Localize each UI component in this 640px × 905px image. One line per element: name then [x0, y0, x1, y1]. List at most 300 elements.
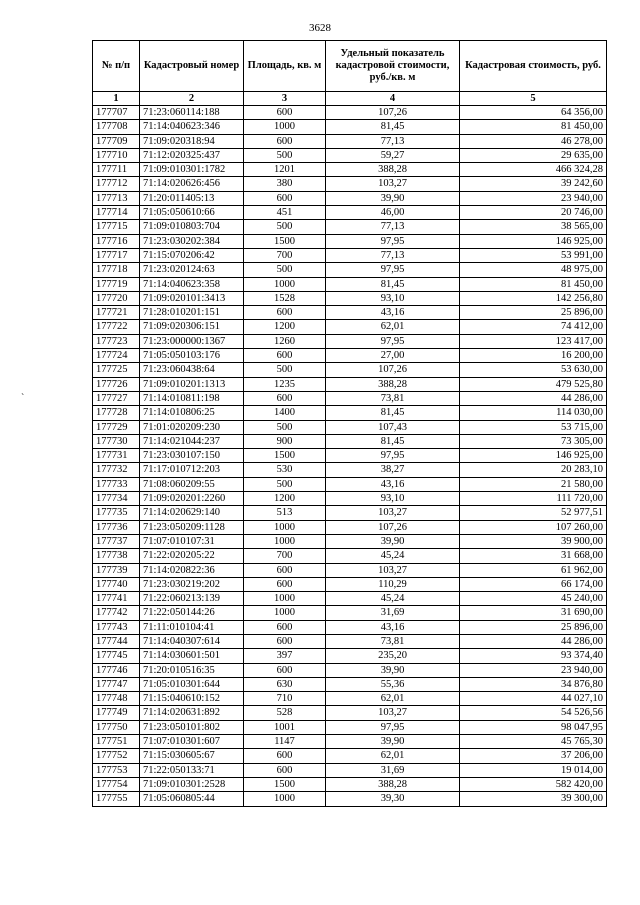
row-number: 177738: [93, 549, 140, 563]
row-number: 177752: [93, 749, 140, 763]
table-row: [93, 620, 607, 634]
cadastral-number: 71:22:050133:71: [140, 763, 244, 777]
area-value: 500: [244, 263, 326, 277]
cadastral-number: 71:23:050101:802: [140, 720, 244, 734]
row-number: 177717: [93, 248, 140, 262]
area-value: 1500: [244, 449, 326, 463]
area-value: 600: [244, 134, 326, 148]
row-number: 177743: [93, 620, 140, 634]
row-number: 177750: [93, 720, 140, 734]
cadastral-number: 71:23:030219:202: [140, 577, 244, 591]
area-value: 1000: [244, 120, 326, 134]
table-row: [93, 391, 607, 405]
table-row: [93, 506, 607, 520]
cadastral-cost-value: 93 374,40: [460, 649, 607, 663]
unit-rate-value: 97,95: [326, 449, 460, 463]
cadastral-number: 71:09:010201:1313: [140, 377, 244, 391]
area-value: 600: [244, 349, 326, 363]
cadastral-number: 71:14:020822:36: [140, 563, 244, 577]
cadastral-number: 71:20:010516:35: [140, 663, 244, 677]
unit-rate-value: 39,30: [326, 792, 460, 806]
cadastral-cost-value: 39 242,60: [460, 177, 607, 191]
cadastral-number: 71:12:020325:437: [140, 148, 244, 162]
table-row: [93, 363, 607, 377]
row-number: 177721: [93, 306, 140, 320]
unit-rate-value: 388,28: [326, 777, 460, 791]
table-row: [93, 263, 607, 277]
cadastral-cost-value: 52 977,51: [460, 506, 607, 520]
row-number: 177754: [93, 777, 140, 791]
row-number: 177718: [93, 263, 140, 277]
table-row: [93, 549, 607, 563]
column-index: 3: [244, 92, 326, 106]
unit-rate-value: 81,45: [326, 120, 460, 134]
row-number: 177714: [93, 206, 140, 220]
unit-rate-value: 62,01: [326, 320, 460, 334]
row-number: 177742: [93, 606, 140, 620]
unit-rate-value: 103,27: [326, 177, 460, 191]
row-number: 177751: [93, 735, 140, 749]
row-number: 177719: [93, 277, 140, 291]
row-number: 177736: [93, 520, 140, 534]
unit-rate-value: 77,13: [326, 248, 460, 262]
row-number: 177744: [93, 634, 140, 648]
area-value: 1235: [244, 377, 326, 391]
column-index: 2: [140, 92, 244, 106]
row-number: 177709: [93, 134, 140, 148]
row-number: 177723: [93, 334, 140, 348]
cadastral-cost-value: 123 417,00: [460, 334, 607, 348]
area-value: 700: [244, 248, 326, 262]
column-index: 4: [326, 92, 460, 106]
cadastral-number: 71:22:050144:26: [140, 606, 244, 620]
cadastral-number: 71:09:020101:3413: [140, 291, 244, 305]
unit-rate-value: 62,01: [326, 749, 460, 763]
cadastral-number: 71:14:020626:456: [140, 177, 244, 191]
area-value: 1000: [244, 606, 326, 620]
area-value: 1500: [244, 777, 326, 791]
row-number: 177724: [93, 349, 140, 363]
cadastral-number: 71:15:040610:152: [140, 692, 244, 706]
row-number: 177713: [93, 191, 140, 205]
unit-rate-value: 39,90: [326, 534, 460, 548]
unit-rate-value: 110,29: [326, 577, 460, 591]
row-number: 177747: [93, 677, 140, 691]
area-value: 600: [244, 634, 326, 648]
unit-rate-value: 62,01: [326, 692, 460, 706]
area-value: 500: [244, 148, 326, 162]
area-value: 1201: [244, 163, 326, 177]
table-row: [93, 649, 607, 663]
cadastral-number: 71:23:000000:1367: [140, 334, 244, 348]
table-row: [93, 463, 607, 477]
cadastral-cost-value: 107 260,00: [460, 520, 607, 534]
area-value: 600: [244, 620, 326, 634]
column-index-row: [93, 92, 607, 106]
table-row: [93, 634, 607, 648]
area-value: 451: [244, 206, 326, 220]
table-row: [93, 248, 607, 262]
cadastral-cost-value: 39 300,00: [460, 792, 607, 806]
area-value: 380: [244, 177, 326, 191]
row-number: 177727: [93, 391, 140, 405]
cadastral-cost-value: 21 580,00: [460, 477, 607, 491]
table-row: [93, 377, 607, 391]
table-body: [93, 106, 607, 807]
cadastral-number: 71:23:030202:384: [140, 234, 244, 248]
cadastral-cost-value: 54 526,56: [460, 706, 607, 720]
unit-rate-value: 43,16: [326, 477, 460, 491]
cadastral-number: 71:14:020629:140: [140, 506, 244, 520]
cadastral-cost-value: 81 450,00: [460, 277, 607, 291]
area-value: 1000: [244, 277, 326, 291]
table-row: [93, 334, 607, 348]
cadastral-cost-value: 53 991,00: [460, 248, 607, 262]
cadastral-cost-value: 25 896,00: [460, 620, 607, 634]
header-area: Площадь, кв. м: [244, 41, 326, 92]
table-row: [93, 492, 607, 506]
cadastral-cost-value: 66 174,00: [460, 577, 607, 591]
unit-rate-value: 388,28: [326, 163, 460, 177]
cadastral-number: 71:14:020631:892: [140, 706, 244, 720]
table-row: [93, 577, 607, 591]
stray-mark: `: [21, 393, 25, 404]
cadastral-number: 71:01:020209:230: [140, 420, 244, 434]
cadastral-cost-value: 479 525,80: [460, 377, 607, 391]
cadastral-cost-value: 53 715,00: [460, 420, 607, 434]
header-number: № п/п: [93, 41, 140, 92]
cadastral-cost-value: 111 720,00: [460, 492, 607, 506]
cadastral-cost-value: 45 765,30: [460, 735, 607, 749]
unit-rate-value: 97,95: [326, 234, 460, 248]
area-value: 500: [244, 420, 326, 434]
cadastral-number: 71:28:010201:151: [140, 306, 244, 320]
cadastral-number: 71:23:060438:64: [140, 363, 244, 377]
area-value: 1500: [244, 234, 326, 248]
unit-rate-value: 107,26: [326, 520, 460, 534]
unit-rate-value: 31,69: [326, 606, 460, 620]
cadastral-number: 71:09:020201:2260: [140, 492, 244, 506]
cadastral-number: 71:05:050103:176: [140, 349, 244, 363]
unit-rate-value: 107,43: [326, 420, 460, 434]
table-row: [93, 220, 607, 234]
table-row: [93, 306, 607, 320]
cadastral-cost-value: 64 356,00: [460, 106, 607, 120]
unit-rate-value: 31,69: [326, 763, 460, 777]
unit-rate-value: 39,90: [326, 663, 460, 677]
unit-rate-value: 81,45: [326, 434, 460, 448]
area-value: 600: [244, 663, 326, 677]
table-row: [93, 449, 607, 463]
area-value: 600: [244, 106, 326, 120]
row-number: 177749: [93, 706, 140, 720]
unit-rate-value: 73,81: [326, 634, 460, 648]
row-number: 177740: [93, 577, 140, 591]
cadastral-cost-value: 114 030,00: [460, 406, 607, 420]
area-value: 710: [244, 692, 326, 706]
cadastral-number: 71:23:030107:150: [140, 449, 244, 463]
cadastral-cost-value: 31 668,00: [460, 549, 607, 563]
unit-rate-value: 77,13: [326, 220, 460, 234]
cadastral-number: 71:05:010301:644: [140, 677, 244, 691]
table-row: [93, 592, 607, 606]
cadastral-cost-value: 146 925,00: [460, 449, 607, 463]
area-value: 600: [244, 763, 326, 777]
unit-rate-value: 93,10: [326, 492, 460, 506]
area-value: 600: [244, 191, 326, 205]
row-number: 177726: [93, 377, 140, 391]
unit-rate-value: 43,16: [326, 306, 460, 320]
unit-rate-value: 103,27: [326, 506, 460, 520]
cadastral-number: 71:05:050610:66: [140, 206, 244, 220]
unit-rate-value: 39,90: [326, 191, 460, 205]
cadastral-cost-value: 29 635,00: [460, 148, 607, 162]
cadastral-number: 71:07:010301:607: [140, 735, 244, 749]
area-value: 1000: [244, 520, 326, 534]
cadastral-value-table: [92, 40, 607, 807]
unit-rate-value: 39,90: [326, 735, 460, 749]
cadastral-cost-value: 73 305,00: [460, 434, 607, 448]
unit-rate-value: 45,24: [326, 549, 460, 563]
unit-rate-value: 43,16: [326, 620, 460, 634]
table-row: [93, 434, 607, 448]
cadastral-number: 71:05:060805:44: [140, 792, 244, 806]
row-number: 177746: [93, 663, 140, 677]
area-value: 530: [244, 463, 326, 477]
header-cadastral-cost: Кадастровая стоимость, руб.: [460, 41, 607, 92]
table-row: [93, 777, 607, 791]
cadastral-number: 71:09:010301:1782: [140, 163, 244, 177]
unit-rate-value: 81,45: [326, 277, 460, 291]
row-number: 177720: [93, 291, 140, 305]
cadastral-cost-value: 44 286,00: [460, 634, 607, 648]
table-row: [93, 277, 607, 291]
cadastral-number: 71:15:030605:67: [140, 749, 244, 763]
cadastral-cost-value: 20 746,00: [460, 206, 607, 220]
table-row: [93, 106, 607, 120]
table-row: [93, 320, 607, 334]
area-value: 513: [244, 506, 326, 520]
cadastral-number: 71:09:010301:2528: [140, 777, 244, 791]
area-value: 528: [244, 706, 326, 720]
area-value: 1200: [244, 320, 326, 334]
area-value: 600: [244, 749, 326, 763]
area-value: 1528: [244, 291, 326, 305]
row-number: 177731: [93, 449, 140, 463]
cadastral-cost-value: 16 200,00: [460, 349, 607, 363]
row-number: 177722: [93, 320, 140, 334]
table-row: [93, 163, 607, 177]
cadastral-number: 71:20:011405:13: [140, 191, 244, 205]
area-value: 630: [244, 677, 326, 691]
table-row: [93, 534, 607, 548]
unit-rate-value: 388,28: [326, 377, 460, 391]
table-row: [93, 134, 607, 148]
area-value: 397: [244, 649, 326, 663]
table-row: [93, 191, 607, 205]
unit-rate-value: 97,95: [326, 334, 460, 348]
row-number: 177735: [93, 506, 140, 520]
cadastral-cost-value: 61 962,00: [460, 563, 607, 577]
row-number: 177716: [93, 234, 140, 248]
area-value: 1000: [244, 592, 326, 606]
table-row: [93, 120, 607, 134]
row-number: 177710: [93, 148, 140, 162]
cadastral-cost-value: 31 690,00: [460, 606, 607, 620]
cadastral-number: 71:14:040623:346: [140, 120, 244, 134]
column-index: 5: [460, 92, 607, 106]
unit-rate-value: 103,27: [326, 706, 460, 720]
table-row: [93, 663, 607, 677]
cadastral-number: 71:23:050209:1128: [140, 520, 244, 534]
table-row: [93, 792, 607, 806]
row-number: 177715: [93, 220, 140, 234]
table-row: [93, 520, 607, 534]
cadastral-number: 71:15:070206:42: [140, 248, 244, 262]
table-row: [93, 477, 607, 491]
unit-rate-value: 107,26: [326, 106, 460, 120]
unit-rate-value: 107,26: [326, 363, 460, 377]
area-value: 900: [244, 434, 326, 448]
unit-rate-value: 81,45: [326, 406, 460, 420]
cadastral-cost-value: 19 014,00: [460, 763, 607, 777]
row-number: 177725: [93, 363, 140, 377]
cadastral-cost-value: 44 027,10: [460, 692, 607, 706]
area-value: 1000: [244, 534, 326, 548]
row-number: 177730: [93, 434, 140, 448]
table-row: [93, 206, 607, 220]
unit-rate-value: 77,13: [326, 134, 460, 148]
row-number: 177748: [93, 692, 140, 706]
area-value: 1400: [244, 406, 326, 420]
cadastral-cost-value: 45 240,00: [460, 592, 607, 606]
area-value: 500: [244, 220, 326, 234]
table-row: [93, 735, 607, 749]
cadastral-cost-value: 81 450,00: [460, 120, 607, 134]
cadastral-cost-value: 53 630,00: [460, 363, 607, 377]
cadastral-number: 71:11:010104:41: [140, 620, 244, 634]
row-number: 177708: [93, 120, 140, 134]
unit-rate-value: 59,27: [326, 148, 460, 162]
row-number: 177711: [93, 163, 140, 177]
row-number: 177739: [93, 563, 140, 577]
table-row: [93, 234, 607, 248]
unit-rate-value: 38,27: [326, 463, 460, 477]
unit-rate-value: 93,10: [326, 291, 460, 305]
cadastral-number: 71:08:060209:55: [140, 477, 244, 491]
table-row: [93, 606, 607, 620]
table-row: [93, 706, 607, 720]
row-number: 177737: [93, 534, 140, 548]
cadastral-number: 71:23:060114:188: [140, 106, 244, 120]
area-value: 1200: [244, 492, 326, 506]
cadastral-number: 71:09:010803:704: [140, 220, 244, 234]
cadastral-cost-value: 98 047,95: [460, 720, 607, 734]
cadastral-cost-value: 582 420,00: [460, 777, 607, 791]
unit-rate-value: 97,95: [326, 720, 460, 734]
cadastral-number: 71:07:010107:31: [140, 534, 244, 548]
unit-rate-value: 27,00: [326, 349, 460, 363]
unit-rate-value: 55,36: [326, 677, 460, 691]
row-number: 177728: [93, 406, 140, 420]
cadastral-number: 71:14:010811:198: [140, 391, 244, 405]
cadastral-cost-value: 466 324,28: [460, 163, 607, 177]
row-number: 177733: [93, 477, 140, 491]
area-value: 500: [244, 363, 326, 377]
table-row: [93, 177, 607, 191]
table-row: [93, 291, 607, 305]
cadastral-number: 71:17:010712:203: [140, 463, 244, 477]
area-value: 600: [244, 563, 326, 577]
table-row: [93, 749, 607, 763]
unit-rate-value: 103,27: [326, 563, 460, 577]
unit-rate-value: 73,81: [326, 391, 460, 405]
cadastral-number: 71:22:020205:22: [140, 549, 244, 563]
table-row: [93, 563, 607, 577]
page-number: 3628: [309, 22, 331, 34]
cadastral-cost-value: 23 940,00: [460, 663, 607, 677]
cadastral-cost-value: 74 412,00: [460, 320, 607, 334]
table-row: [93, 692, 607, 706]
cadastral-cost-value: 48 975,00: [460, 263, 607, 277]
area-value: 700: [244, 549, 326, 563]
row-number: 177729: [93, 420, 140, 434]
cadastral-number: 71:09:020306:151: [140, 320, 244, 334]
cadastral-number: 71:22:060213:139: [140, 592, 244, 606]
row-number: 177734: [93, 492, 140, 506]
unit-rate-value: 45,24: [326, 592, 460, 606]
table-row: [93, 763, 607, 777]
cadastral-number: 71:14:021044:237: [140, 434, 244, 448]
unit-rate-value: 235,20: [326, 649, 460, 663]
unit-rate-value: 46,00: [326, 206, 460, 220]
table-row: [93, 677, 607, 691]
area-value: 1001: [244, 720, 326, 734]
cadastral-cost-value: 39 900,00: [460, 534, 607, 548]
area-value: 500: [244, 477, 326, 491]
cadastral-cost-value: 20 283,10: [460, 463, 607, 477]
cadastral-cost-value: 25 896,00: [460, 306, 607, 320]
row-number: 177753: [93, 763, 140, 777]
area-value: 1260: [244, 334, 326, 348]
row-number: 177755: [93, 792, 140, 806]
table-header-row: [93, 41, 607, 92]
cadastral-cost-value: 44 286,00: [460, 391, 607, 405]
header-unit-rate: Удельный показатель кадастровой стоимости, руб./кв. м: [326, 41, 460, 92]
cadastral-cost-value: 38 565,00: [460, 220, 607, 234]
table-row: [93, 420, 607, 434]
area-value: 600: [244, 306, 326, 320]
cadastral-cost-value: 46 278,00: [460, 134, 607, 148]
cadastral-number: 71:09:020318:94: [140, 134, 244, 148]
cadastral-cost-value: 146 925,00: [460, 234, 607, 248]
table-row: [93, 406, 607, 420]
cadastral-number: 71:14:010806:25: [140, 406, 244, 420]
cadastral-cost-value: 37 206,00: [460, 749, 607, 763]
column-index: 1: [93, 92, 140, 106]
row-number: 177712: [93, 177, 140, 191]
area-value: 600: [244, 577, 326, 591]
row-number: 177741: [93, 592, 140, 606]
unit-rate-value: 97,95: [326, 263, 460, 277]
row-number: 177732: [93, 463, 140, 477]
cadastral-number: 71:14:040307:614: [140, 634, 244, 648]
cadastral-number: 71:14:030601:501: [140, 649, 244, 663]
cadastral-cost-value: 142 256,80: [460, 291, 607, 305]
cadastral-number: 71:23:020124:63: [140, 263, 244, 277]
table-row: [93, 148, 607, 162]
cadastral-cost-value: 34 876,80: [460, 677, 607, 691]
